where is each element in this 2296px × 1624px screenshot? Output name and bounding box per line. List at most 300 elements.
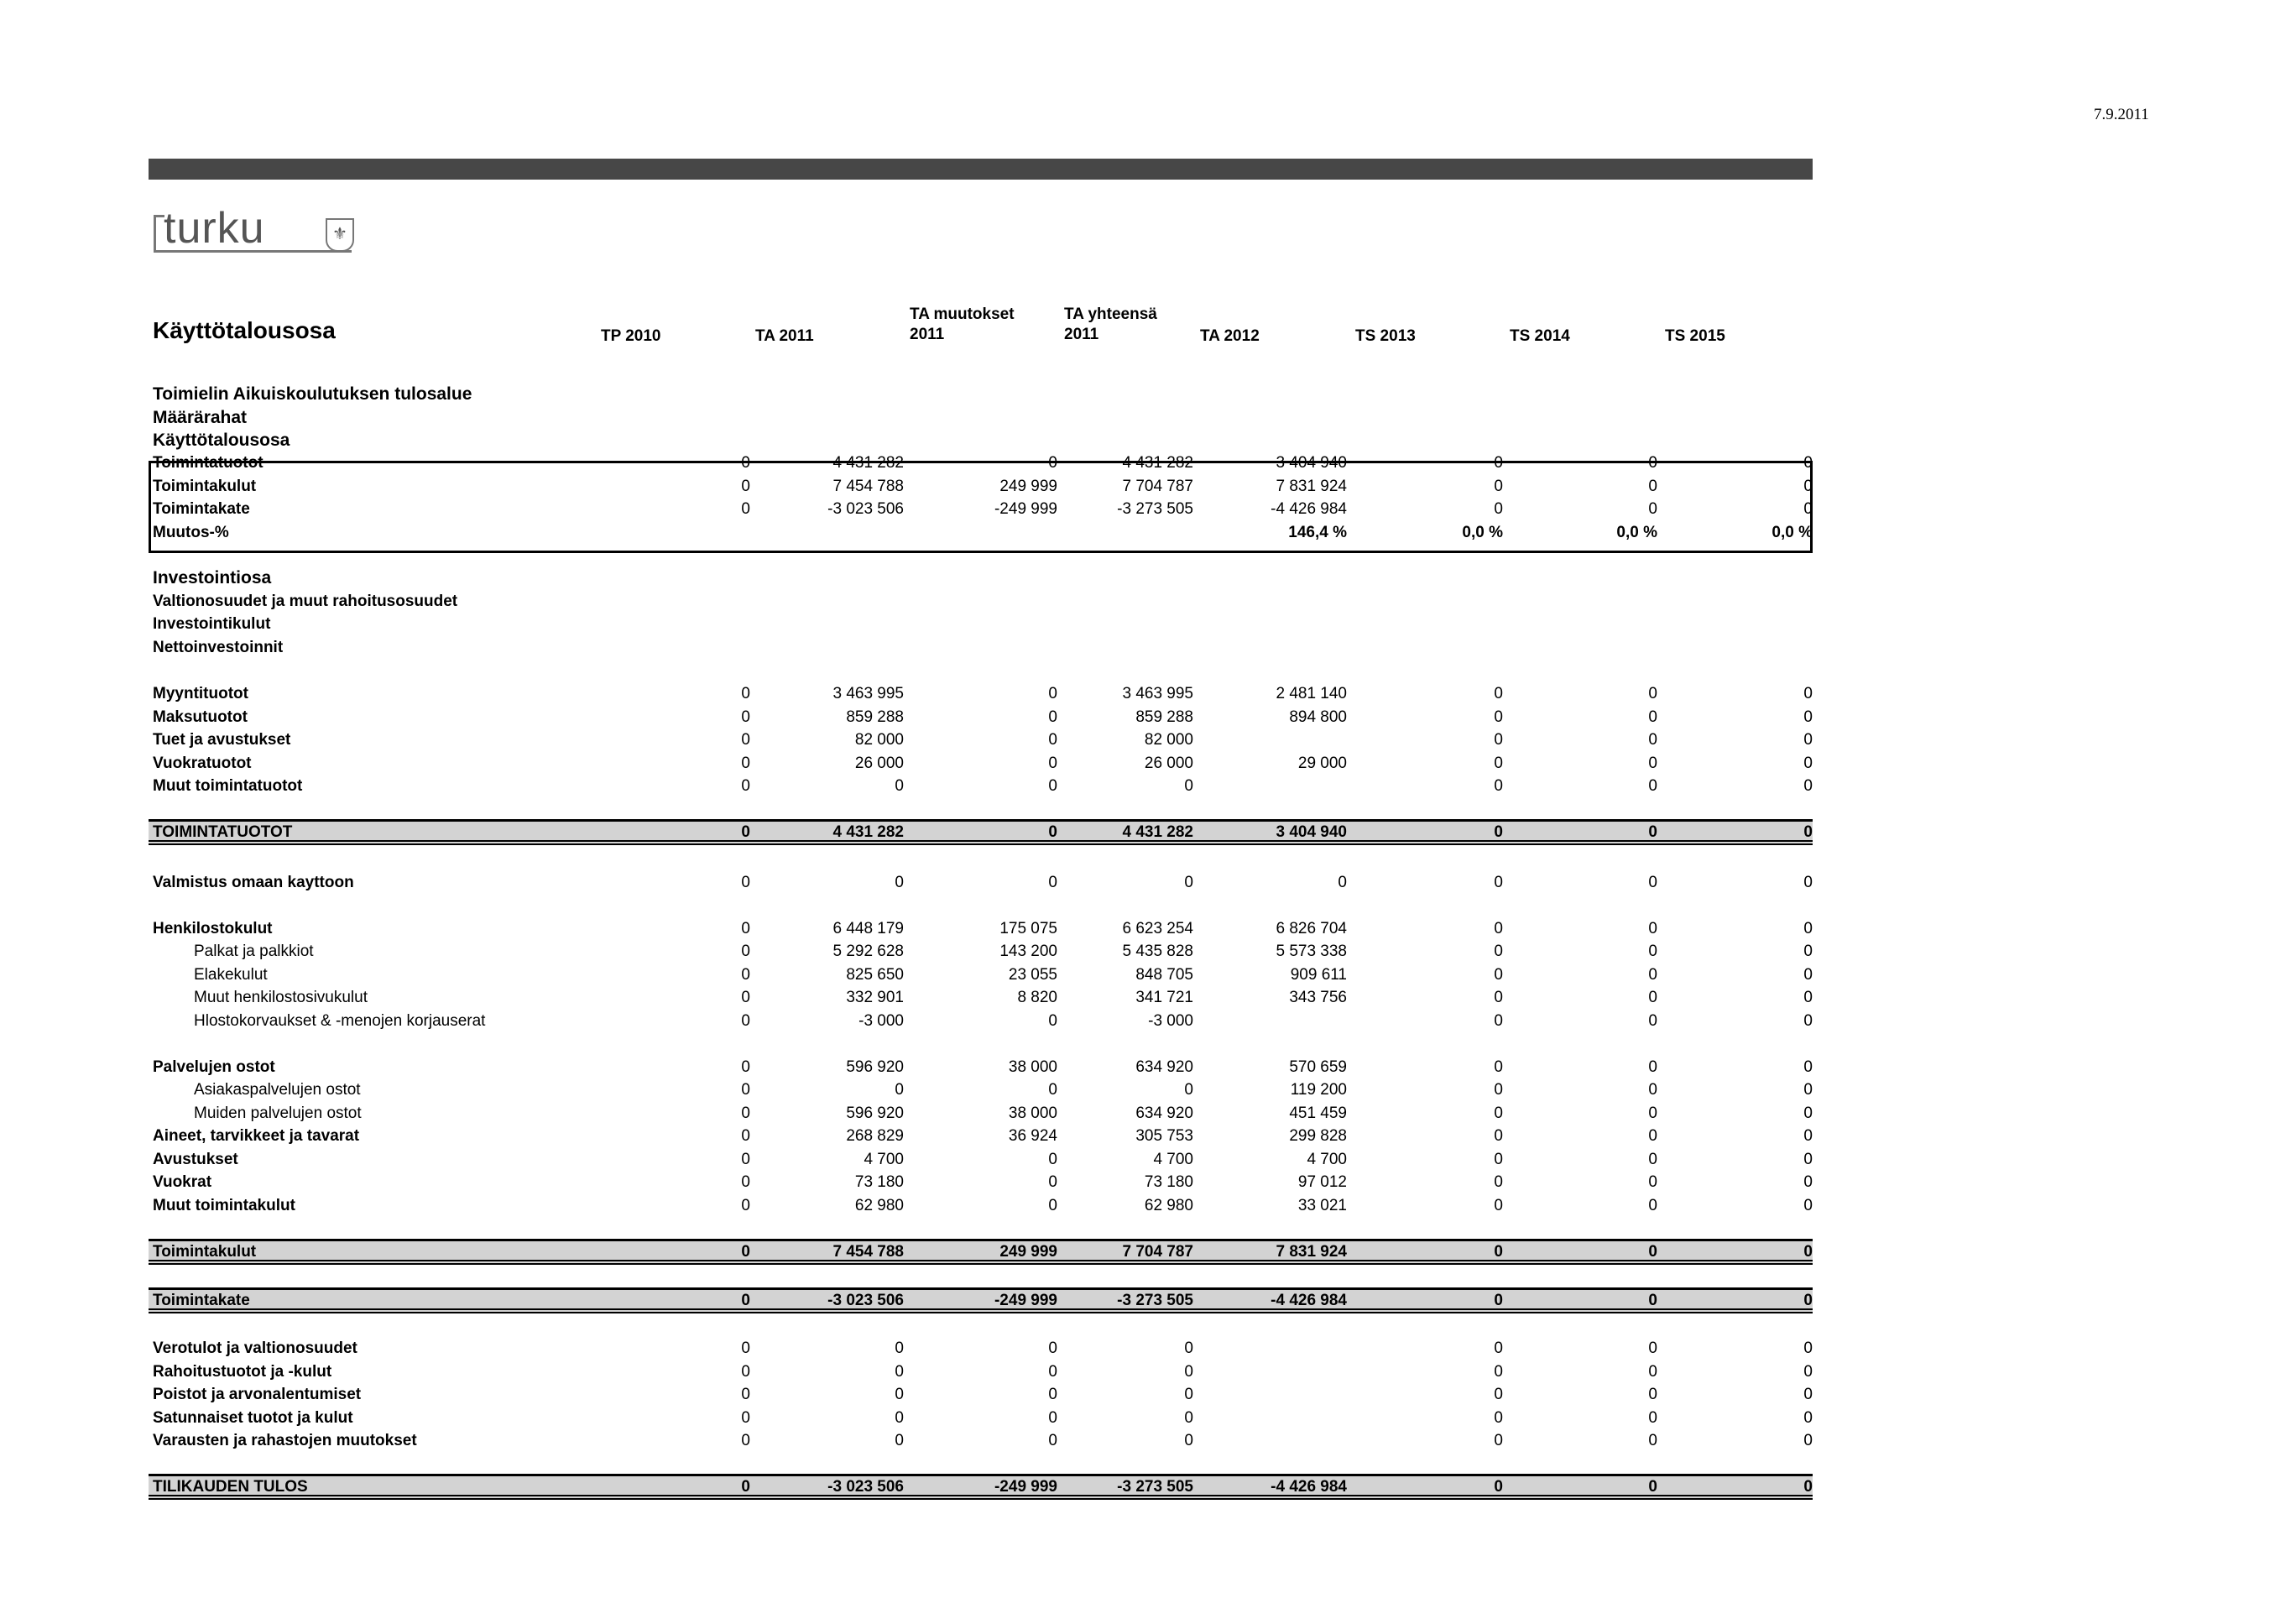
table-row [0,775,2296,797]
row-value: 0 [1648,823,1657,841]
row-value: 0 [1494,1363,1503,1381]
row-value: 7 704 787 [1122,1243,1193,1261]
row-value: 0 [1648,1151,1657,1168]
row-value: 82 000 [854,731,904,749]
row-value: 0 [1648,1243,1657,1261]
row-value: 97 012 [1297,1173,1347,1191]
row-value: -3 000 [1148,1012,1193,1030]
row-value: 0 [1803,1127,1813,1145]
row-value: 0 [741,1151,750,1168]
row-value: 0 [1494,823,1503,841]
table-row [0,1010,2296,1032]
table-row [0,521,2296,544]
row-value: 0 [1648,1292,1657,1309]
table-row [0,871,2296,894]
column-header: TS 2015 [1665,327,1725,345]
row-value: 343 756 [1289,989,1347,1006]
row-value: 4 700 [1307,1151,1347,1168]
row-value: 0 [1648,1478,1657,1496]
row-value: 0 [1184,874,1193,891]
row-value: 5 435 828 [1122,943,1193,960]
row-value: 0 [1494,685,1503,702]
row-value: 0 [895,1432,904,1449]
row-label: Asiakaspalvelujen ostot [194,1081,361,1099]
row-value: 0 [1803,920,1813,937]
row-label: TILIKAUDEN TULOS [153,1478,308,1496]
row-value: -4 426 984 [1271,1292,1347,1309]
row-value: 0 [741,1339,750,1357]
row-value: 5 292 628 [832,943,904,960]
row-value: 4 431 282 [1122,823,1193,841]
row-label: Palkat ja palkkiot [194,943,314,960]
row-label: Rahoitustuotot ja -kulut [153,1363,332,1381]
row-value: 0 [1803,685,1813,702]
row-value: 0 [741,823,750,841]
table-row [0,406,2296,429]
row-value: 0 [1184,777,1193,795]
header-bar [149,159,1813,180]
row-value: 7 454 788 [832,1243,904,1261]
row-value: 0 [1184,1081,1193,1099]
row-label: Toimintakate [153,1292,250,1309]
row-value: 0 [1494,1432,1503,1449]
row-value: 175 075 [999,920,1057,937]
row-value: 0 [1648,685,1657,702]
row-value: 859 288 [1135,708,1193,726]
row-value: -3 273 505 [1117,1292,1193,1309]
row-value: 0 [1184,1432,1193,1449]
row-value: 0 [1048,874,1057,891]
row-value: 0 [1048,1197,1057,1214]
row-value: -3 023 506 [827,1292,904,1309]
row-label: Maksutuotot [153,708,248,726]
table-row [0,636,2296,659]
row-value: 0 [1494,966,1503,984]
row-value: 3 404 940 [1276,823,1347,841]
row-label: Aineet, tarvikkeet ja tavarat [153,1127,360,1145]
row-value: 0 [1048,755,1057,772]
row-value: 0 [1648,920,1657,937]
row-value: 0 [1494,1081,1503,1099]
row-value: 0 [1648,1197,1657,1214]
row-value: 0 [1803,1081,1813,1099]
row-value: 0 [895,1339,904,1357]
row-value: 2 481 140 [1276,685,1347,702]
row-value: 596 920 [846,1104,904,1122]
row-value: 0 [1494,1243,1503,1261]
row-value: 0 [1648,478,1657,495]
row-value: 146,4 % [1288,524,1347,541]
row-value: 0 [741,943,750,960]
row-value: 26 000 [854,755,904,772]
row-value: 0 [1494,1409,1503,1427]
row-value: 0 [1803,1058,1813,1076]
row-value: 0 [1803,1363,1813,1381]
table-row [0,1102,2296,1125]
table-row [0,1383,2296,1406]
column-header: TA yhteensä 2011 [1064,305,1157,343]
row-value: 0 [1648,1012,1657,1030]
row-value: 0 [1048,1432,1057,1449]
table-row [0,706,2296,728]
row-value: 29 000 [1297,755,1347,772]
row-value: 0 [1803,1339,1813,1357]
row-value: 0 [1048,731,1057,749]
logo-text: turku [164,204,265,253]
row-value: 0 [1048,1081,1057,1099]
row-label: Käyttötalousosa [153,431,290,450]
row-value: 0 [1494,1173,1503,1191]
row-value: 0 [1494,943,1503,960]
row-value: 0 [741,1292,750,1309]
row-value: 7 831 924 [1276,1243,1347,1261]
row-value: 0 [1803,478,1813,495]
row-value: 0 [895,1363,904,1381]
row-value: 268 829 [846,1127,904,1145]
row-value: 0 [1494,1058,1503,1076]
table-row [0,917,2296,940]
row-value: 0 [741,685,750,702]
table-row [0,475,2296,498]
row-value: 62 980 [854,1197,904,1214]
row-value: 0 [1803,1409,1813,1427]
row-value: 0 [741,1409,750,1427]
row-value: 73 180 [1144,1173,1193,1191]
row-value: 4 700 [864,1151,904,1168]
row-value: 0 [1803,1386,1813,1403]
row-value: 0 [1803,1292,1813,1309]
row-value: 0 [1648,1081,1657,1099]
table-row [0,752,2296,775]
row-value: 0 [1803,1432,1813,1449]
row-value: 0 [741,1127,750,1145]
row-label: Verotulot ja valtionosuudet [153,1339,357,1357]
table-row [0,1429,2296,1452]
row-value: 0,0 % [1462,524,1503,541]
row-label: Poistot ja arvonalentumiset [153,1386,362,1403]
row-value: 4 431 282 [832,454,904,472]
table-row [0,821,2296,843]
table-row [0,590,2296,613]
row-value: 0 [1494,1339,1503,1357]
row-value: 0 [1648,1409,1657,1427]
row-label: Hlostokorvaukset & -menojen korjauserat [194,1012,486,1030]
row-value: 894 800 [1289,708,1347,726]
table-row [0,1337,2296,1360]
row-label: Muiden palvelujen ostot [194,1104,362,1122]
row-value: 0 [1048,1151,1057,1168]
row-label: Vuokratuotot [153,755,252,772]
row-label: Valtionosuudet ja muut rahoitusosuudet [153,593,458,610]
column-header: TA 2012 [1200,327,1260,345]
table-row [0,429,2296,452]
table-row [0,728,2296,751]
row-value: 0 [1048,823,1057,841]
row-value: 0 [1048,1363,1057,1381]
row-value: 0 [741,1012,750,1030]
row-label: Henkilostokulut [153,920,273,937]
row-value: 0 [1494,1104,1503,1122]
row-value: 4 431 282 [1122,454,1193,472]
row-value: 0 [741,1104,750,1122]
row-value: 0 [1648,1104,1657,1122]
row-label: Toimintakate [153,500,250,518]
column-header: TA muutokset 2011 [910,305,1015,343]
row-value: -3 023 506 [827,500,904,518]
row-value: 0 [1048,777,1057,795]
row-value: 6 448 179 [832,920,904,937]
table-row [0,452,2296,474]
row-value: 33 021 [1297,1197,1347,1214]
row-value: 23 055 [1008,966,1057,984]
row-value: -3 273 505 [1117,1478,1193,1496]
column-header: TS 2014 [1510,327,1570,345]
row-value: 0 [741,1058,750,1076]
row-value: 0 [1803,454,1813,472]
row-value: -249 999 [994,1292,1057,1309]
row-value: 0 [1494,1197,1503,1214]
row-label: Investointikulut [153,615,271,633]
row-value: 0 [1648,454,1657,472]
row-value: 0,0 % [1616,524,1657,541]
row-value: 0 [1648,1363,1657,1381]
row-value: 0 [741,1197,750,1214]
row-value: 0 [1494,478,1503,495]
row-value: -3 023 506 [827,1478,904,1496]
row-value: 0 [1494,500,1503,518]
row-value: 0 [1494,708,1503,726]
row-value: 36 924 [1008,1127,1057,1145]
row-value: 909 611 [1290,966,1347,984]
row-label: Myyntituotot [153,685,248,702]
row-value: 0 [1184,1363,1193,1381]
row-value: 0 [895,1409,904,1427]
row-value: 341 721 [1135,989,1193,1006]
row-label: Nettoinvestoinnit [153,639,284,656]
row-value: 0 [741,478,750,495]
row-value: 0 [1803,777,1813,795]
row-label: Satunnaiset tuotot ja kulut [153,1409,353,1427]
row-value: 0 [1048,1386,1057,1403]
row-value: -4 426 984 [1271,1478,1347,1496]
row-value: 0 [741,874,750,891]
row-label: Toimintatuotot [153,454,264,472]
row-value: 0 [1803,874,1813,891]
row-value: 596 920 [846,1058,904,1076]
row-value: 0 [741,1432,750,1449]
row-value: 3 463 995 [1122,685,1193,702]
row-value: 0 [1803,1478,1813,1496]
table-row [0,1171,2296,1193]
row-value: 0 [1494,920,1503,937]
row-value: 332 901 [846,989,904,1006]
row-value: 0 [741,920,750,937]
row-value: 7 454 788 [832,478,904,495]
row-value: 305 753 [1135,1127,1193,1145]
row-value: 38 000 [1008,1058,1057,1076]
row-value: 0 [741,454,750,472]
row-value: 0 [1494,755,1503,772]
row-value: 0 [741,500,750,518]
row-value: 0 [1048,1012,1057,1030]
row-value: 0 [1494,454,1503,472]
row-value: 3 404 940 [1276,454,1347,472]
row-value: 0 [895,874,904,891]
row-value: 0 [1803,943,1813,960]
row-value: 0 [1803,1104,1813,1122]
row-value: 0 [1648,708,1657,726]
row-label: Määrärahat [153,408,248,427]
row-value: 570 659 [1289,1058,1347,1076]
row-value: 0 [1648,1386,1657,1403]
row-value: 0 [1494,1292,1503,1309]
row-value: 0 [1048,708,1057,726]
row-value: 0 [1494,1151,1503,1168]
table-row [0,963,2296,986]
row-value: 143 200 [999,943,1057,960]
row-value: 0 [1048,1173,1057,1191]
row-value: 0 [741,1478,750,1496]
row-label: Varausten ja rahastojen muutokset [153,1432,417,1449]
row-value: 6 623 254 [1122,920,1193,937]
row-value: 0 [1648,966,1657,984]
table-row [0,567,2296,589]
row-value: 0 [741,966,750,984]
row-value: 0 [1338,874,1347,891]
table-row [0,1240,2296,1263]
row-value: 8 820 [1017,989,1057,1006]
row-value: 0 [1648,1432,1657,1449]
row-value: 848 705 [1135,966,1193,984]
row-value: 0 [1648,731,1657,749]
row-value: 0 [741,708,750,726]
row-value: 0 [1648,943,1657,960]
row-value: 0 [1648,1339,1657,1357]
table-row [0,613,2296,635]
row-value: 0 [895,1386,904,1403]
table-row [0,1475,2296,1498]
row-value: 0 [1803,989,1813,1006]
row-value: 0 [1803,708,1813,726]
row-value: 0 [1648,989,1657,1006]
row-label: TOIMINTATUOTOT [153,823,293,841]
row-value: 0 [1494,1127,1503,1145]
row-value: 0 [1184,1339,1193,1357]
row-value: 3 463 995 [832,685,904,702]
row-value: 62 980 [1144,1197,1193,1214]
row-value: 0 [741,1386,750,1403]
row-value: 38 000 [1008,1104,1057,1122]
column-header: TS 2013 [1355,327,1416,345]
row-value: 0 [1494,1012,1503,1030]
row-value: 0 [1803,731,1813,749]
row-value: 634 920 [1135,1104,1193,1122]
crest-icon: ⚜ [326,218,354,252]
table-row [0,1289,2296,1312]
row-value: 0 [741,777,750,795]
row-value: 0 [1494,989,1503,1006]
row-value: 0 [1803,823,1813,841]
row-label: Elakekulut [194,966,268,984]
row-value: 0 [1494,1478,1503,1496]
row-value: 119 200 [1290,1081,1347,1099]
row-value: 0 [1648,755,1657,772]
row-value: 0 [1184,1386,1193,1403]
row-value: 0 [1803,1197,1813,1214]
row-value: 0 [1648,1058,1657,1076]
row-value: 0 [1803,1151,1813,1168]
row-value: 6 826 704 [1276,920,1347,937]
row-value: 0 [1048,1339,1057,1357]
table-row [0,1194,2296,1217]
row-value: 0 [1648,500,1657,518]
row-value: -4 426 984 [1271,500,1347,518]
row-value: 0 [1803,966,1813,984]
table-row [0,682,2296,705]
row-value: 0 [741,989,750,1006]
row-value: 0 [1494,731,1503,749]
row-value: 825 650 [846,966,904,984]
row-value: 0 [1648,1127,1657,1145]
column-header: TA 2011 [755,327,814,345]
row-label: Palvelujen ostot [153,1058,275,1076]
row-value: 0 [1803,755,1813,772]
row-label: Valmistus omaan kayttoon [153,874,354,891]
row-label: Muutos-% [153,524,229,541]
row-label: Toimintakulut [153,1243,257,1261]
row-label: Muut toimintakulut [153,1197,295,1214]
row-value: -249 999 [994,500,1057,518]
row-value: 0 [741,755,750,772]
row-value: 634 920 [1135,1058,1193,1076]
table-row [0,1360,2296,1383]
table-row [0,1056,2296,1078]
table-row [0,940,2296,963]
row-value: 5 573 338 [1276,943,1347,960]
row-value: 73 180 [854,1173,904,1191]
row-value: 0 [741,1081,750,1099]
table-row [0,1078,2296,1101]
row-value: 0 [741,1363,750,1381]
row-label: Muut toimintatuotot [153,777,303,795]
row-value: 0 [1048,1409,1057,1427]
row-value: 0 [1184,1409,1193,1427]
row-label: Tuet ja avustukset [153,731,291,749]
table-row [0,986,2296,1009]
column-header: TP 2010 [601,327,661,345]
row-value: 249 999 [999,1243,1057,1261]
row-value: 0 [1048,685,1057,702]
row-value: 0,0 % [1772,524,1813,541]
row-value: -3 000 [858,1012,904,1030]
row-label: Toimielin Aikuiskoulutuksen tulosalue [153,384,472,404]
row-value: 299 828 [1289,1127,1347,1145]
row-value: 0 [1494,1386,1503,1403]
row-value: 0 [1803,1243,1813,1261]
row-label: Muut henkilostosivukulut [194,989,368,1006]
row-value: 4 431 282 [832,823,904,841]
row-value: 0 [1494,777,1503,795]
row-value: 0 [1494,874,1503,891]
print-date: 7.9.2011 [2094,106,2149,123]
row-value: 0 [1803,1012,1813,1030]
row-value: 859 288 [846,708,904,726]
page-title: Käyttötalousosa [153,317,336,343]
row-value: 0 [1648,777,1657,795]
table-row [0,1125,2296,1147]
row-value: -3 273 505 [1117,500,1193,518]
row-value: 0 [1648,874,1657,891]
